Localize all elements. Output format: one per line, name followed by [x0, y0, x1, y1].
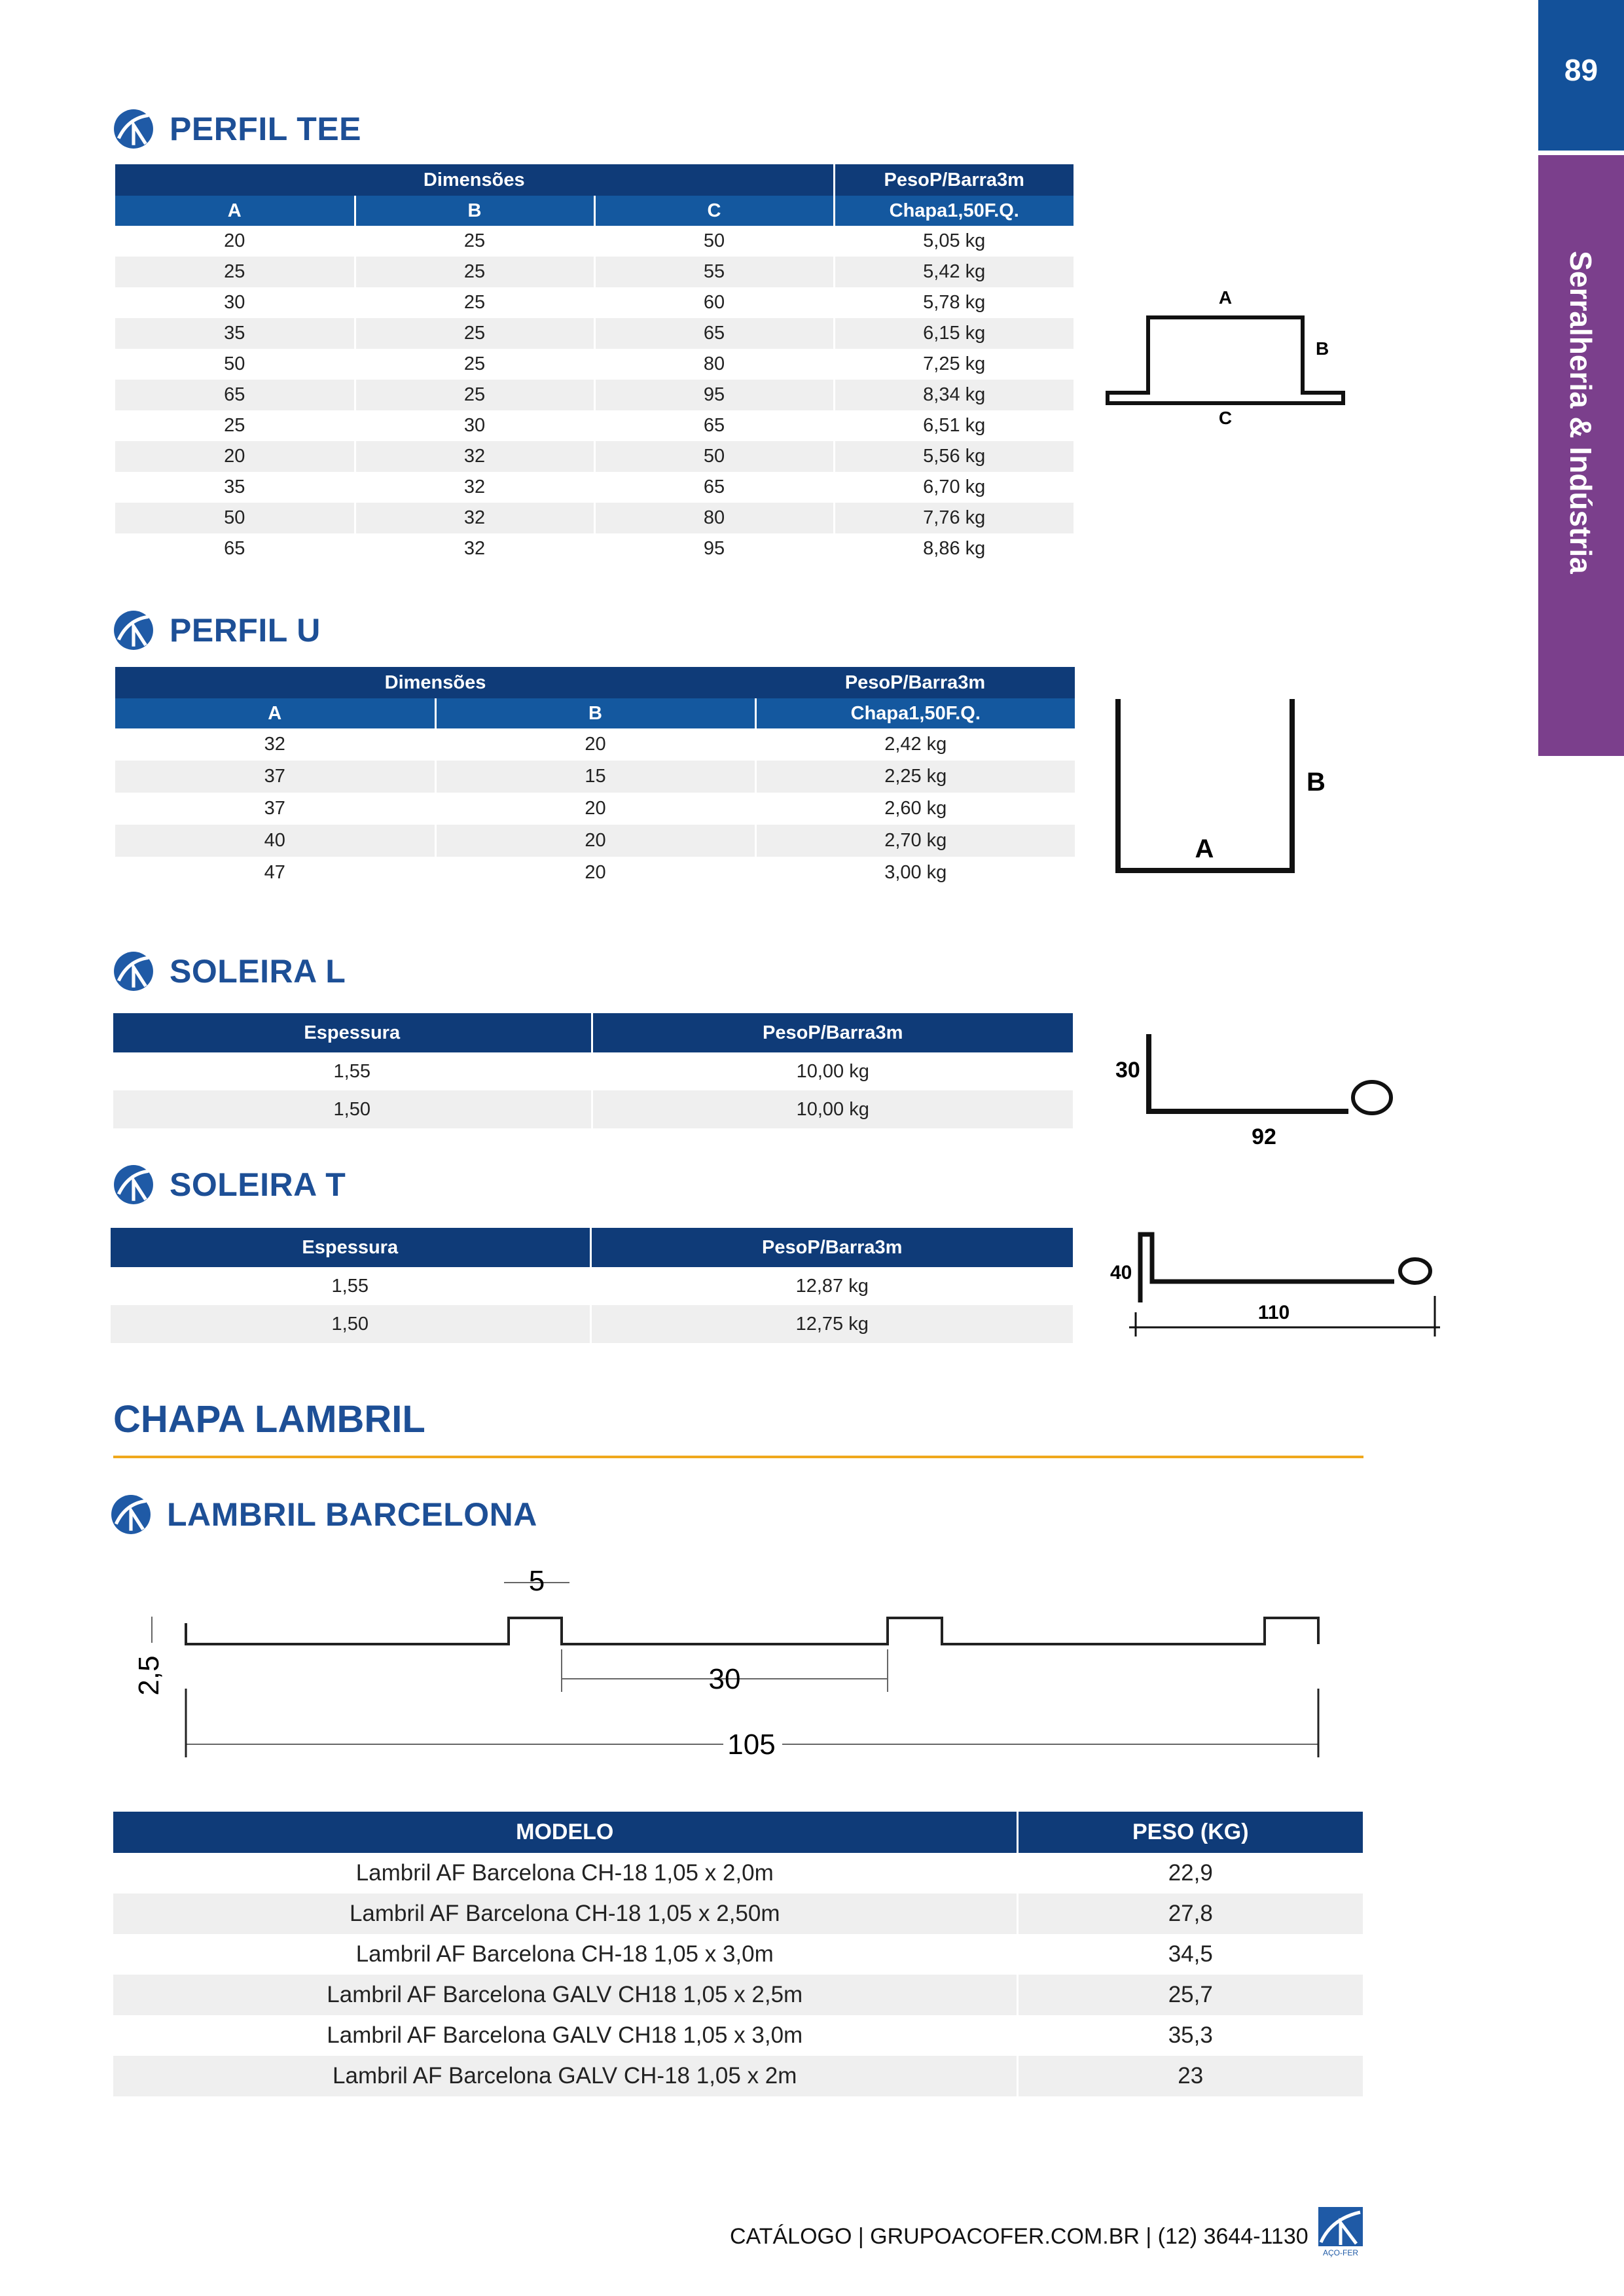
table-row	[115, 349, 1074, 380]
table-row	[115, 472, 1074, 503]
table-row	[115, 410, 1074, 441]
table-cell: Lambril AF Barcelona CH-18 1,05 x 2,0m	[113, 1853, 1017, 1893]
table-row	[113, 1052, 1073, 1090]
table-cell: 37	[115, 761, 435, 793]
col-header-modelo: MODELO	[113, 1812, 1017, 1853]
col-header-peso: PesoP/Barra3m	[592, 1013, 1073, 1052]
table-cell: 25	[355, 257, 594, 287]
table-cell: Lambril AF Barcelona GALV CH18 1,05 x 2,5m	[113, 1975, 1017, 2015]
table-row	[115, 226, 1074, 257]
table-row	[115, 857, 1075, 889]
table-cell: 20	[435, 857, 755, 889]
dim-label-height: 40	[1110, 1262, 1132, 1283]
table-row	[111, 1267, 1073, 1305]
table-cell: 34,5	[1017, 1934, 1363, 1975]
table-cell: 65	[115, 533, 355, 564]
table-cell: Lambril AF Barcelona CH-18 1,05 x 2,50m	[113, 1893, 1017, 1934]
dim-label-b: B	[1307, 768, 1326, 797]
table-cell: 2,25 kg	[755, 761, 1075, 793]
table-cell: 30	[355, 410, 594, 441]
table-cell: 5,05 kg	[834, 226, 1074, 257]
table-cell: 5,42 kg	[834, 257, 1074, 287]
table-row	[115, 287, 1074, 318]
section-title-perfil-tee: PERFIL TEE	[113, 109, 361, 149]
perfil-tee-diagram	[1100, 281, 1355, 425]
table-cell: 12,75 kg	[590, 1305, 1073, 1343]
table-row	[115, 728, 1075, 761]
table-cell: 6,51 kg	[834, 410, 1074, 441]
table-cell: 2,70 kg	[755, 825, 1075, 857]
footer-logo-text: AÇO-FER	[1323, 2248, 1358, 2257]
table-cell: 95	[594, 380, 834, 410]
table-cell: 25	[355, 226, 594, 257]
footer-logo-icon	[1317, 2206, 1364, 2258]
dim-label-height: 30	[1115, 1058, 1140, 1083]
dim-label-a: A	[1195, 834, 1214, 863]
table-cell: 25	[355, 287, 594, 318]
table-cell: 35	[115, 318, 355, 349]
soleira-t-table	[111, 1228, 1073, 1343]
table-row	[113, 1853, 1363, 1893]
col-header-espessura: Espessura	[111, 1228, 590, 1267]
side-tab-label: Serralheria & Indústria	[1564, 251, 1598, 574]
table-cell: 5,56 kg	[834, 441, 1074, 472]
table-cell: 1,55	[113, 1052, 592, 1090]
table-cell: 2,42 kg	[755, 728, 1075, 761]
table-cell: 65	[594, 472, 834, 503]
header-peso: PesoP/Barra3m	[755, 667, 1075, 698]
table-cell: 5,78 kg	[834, 287, 1074, 318]
table-cell: 60	[594, 287, 834, 318]
header-peso: PesoP/Barra3m	[834, 164, 1074, 196]
table-row	[115, 533, 1074, 564]
table-cell: 32	[355, 472, 594, 503]
table-cell: 25	[115, 410, 355, 441]
table-cell: 1,50	[111, 1305, 590, 1343]
table-row	[115, 318, 1074, 349]
table-cell: 65	[115, 380, 355, 410]
header-dimensoes: Dimensões	[115, 667, 755, 698]
col-header-b: B	[355, 196, 594, 226]
table-row	[111, 1305, 1073, 1343]
table-cell: 25	[355, 380, 594, 410]
dim-label-width: 105	[727, 1729, 776, 1761]
lambril-barcelona-table	[113, 1812, 1363, 2096]
table-row	[115, 825, 1075, 857]
soleira-t-diagram	[1106, 1224, 1460, 1342]
table-cell: 10,00 kg	[592, 1052, 1073, 1090]
page-number: 89	[1538, 0, 1624, 151]
table-cell: Lambril AF Barcelona GALV CH18 1,05 x 3,0m	[113, 2015, 1017, 2056]
table-cell: 2,60 kg	[755, 793, 1075, 825]
heading-chapa-lambril: CHAPA LAMBRIL	[113, 1398, 425, 1441]
section-side-tab	[1538, 155, 1624, 756]
col-header-peso: PESO (KG)	[1017, 1812, 1363, 1853]
table-row	[113, 2056, 1363, 2096]
table-row	[115, 761, 1075, 793]
section-divider	[113, 1456, 1363, 1458]
table-cell: 37	[115, 793, 435, 825]
perfil-u-diagram	[1106, 694, 1342, 884]
table-cell: 20	[435, 728, 755, 761]
table-cell: 1,55	[111, 1267, 590, 1305]
dim-label-length: 92	[1252, 1124, 1276, 1149]
col-header-peso: PesoP/Barra3m	[590, 1228, 1073, 1267]
table-cell: 32	[115, 728, 435, 761]
table-cell: 50	[594, 441, 834, 472]
section-title-soleira-l: SOLEIRA L	[113, 951, 346, 992]
table-cell: 47	[115, 857, 435, 889]
table-cell: 3,00 kg	[755, 857, 1075, 889]
table-cell: 32	[355, 533, 594, 564]
table-row	[115, 380, 1074, 410]
col-header-a: A	[115, 698, 435, 728]
table-cell: 20	[115, 441, 355, 472]
table-cell: 6,70 kg	[834, 472, 1074, 503]
company-logo-icon	[113, 109, 154, 149]
table-cell: 25,7	[1017, 1975, 1363, 2015]
table-cell: 40	[115, 825, 435, 857]
dim-label-a: A	[1218, 287, 1233, 308]
table-cell: 15	[435, 761, 755, 793]
table-cell: Lambril AF Barcelona GALV CH-18 1,05 x 2m	[113, 2056, 1017, 2096]
table-cell: Lambril AF Barcelona CH-18 1,05 x 3,0m	[113, 1934, 1017, 1975]
dim-label-b: B	[1316, 338, 1329, 359]
table-cell: 7,76 kg	[834, 503, 1074, 533]
table-row	[115, 257, 1074, 287]
table-cell: 8,34 kg	[834, 380, 1074, 410]
col-header-b: B	[435, 698, 755, 728]
table-cell: 95	[594, 533, 834, 564]
table-row	[113, 1975, 1363, 2015]
perfil-tee-table	[115, 164, 1074, 564]
table-cell: 50	[594, 226, 834, 257]
table-cell: 23	[1017, 2056, 1363, 2096]
table-cell: 50	[115, 503, 355, 533]
table-cell: 20	[115, 226, 355, 257]
table-cell: 22,9	[1017, 1853, 1363, 1893]
table-cell: 7,25 kg	[834, 349, 1074, 380]
table-cell: 8,86 kg	[834, 533, 1074, 564]
table-row	[113, 1934, 1363, 1975]
section-title-lambril-barcelona: LAMBRIL BARCELONA	[111, 1494, 537, 1535]
table-cell: 25	[355, 349, 594, 380]
soleira-l-table	[113, 1013, 1073, 1128]
table-row	[113, 2015, 1363, 2056]
table-row	[113, 1090, 1073, 1128]
lambril-barcelona-diagram	[118, 1551, 1348, 1767]
table-row	[115, 793, 1075, 825]
table-cell: 50	[115, 349, 355, 380]
table-cell: 32	[355, 441, 594, 472]
company-logo-icon	[113, 951, 154, 992]
table-cell: 12,87 kg	[590, 1267, 1073, 1305]
table-cell: 65	[594, 318, 834, 349]
col-header-a: A	[115, 196, 355, 226]
table-cell: 35	[115, 472, 355, 503]
table-row	[115, 503, 1074, 533]
table-cell: 35,3	[1017, 2015, 1363, 2056]
section-title-perfil-u: PERFIL U	[113, 610, 321, 651]
table-cell: 55	[594, 257, 834, 287]
table-cell: 65	[594, 410, 834, 441]
dim-label-length: 110	[1257, 1302, 1290, 1323]
table-row	[113, 1893, 1363, 1934]
col-header-espessura: Espessura	[113, 1013, 592, 1052]
dim-label-height: 2,5	[133, 1655, 165, 1696]
table-cell: 80	[594, 349, 834, 380]
table-row	[115, 441, 1074, 472]
company-logo-icon	[113, 610, 154, 651]
company-logo-icon	[111, 1494, 151, 1535]
dim-label-pitch: 30	[708, 1663, 741, 1695]
table-cell: 20	[435, 825, 755, 857]
table-cell: 25	[115, 257, 355, 287]
table-cell: 10,00 kg	[592, 1090, 1073, 1128]
soleira-l-diagram	[1106, 1028, 1407, 1152]
col-header-chapa: Chapa1,50F.Q.	[755, 698, 1075, 728]
section-title-soleira-t: SOLEIRA T	[113, 1164, 346, 1205]
table-cell: 27,8	[1017, 1893, 1363, 1934]
table-cell: 32	[355, 503, 594, 533]
dim-label-c: C	[1218, 408, 1233, 425]
table-cell: 20	[435, 793, 755, 825]
col-header-c: C	[594, 196, 834, 226]
col-header-chapa: Chapa1,50F.Q.	[834, 196, 1074, 226]
table-cell: 1,50	[113, 1090, 592, 1128]
table-cell: 30	[115, 287, 355, 318]
table-cell: 6,15 kg	[834, 318, 1074, 349]
company-logo-icon	[113, 1164, 154, 1205]
perfil-u-table	[115, 667, 1075, 889]
table-cell: 25	[355, 318, 594, 349]
footer-text: CATÁLOGO | GRUPOACOFER.COM.BR | (12) 3644-1130	[730, 2224, 1308, 2249]
header-dimensoes: Dimensões	[115, 164, 834, 196]
dim-label-rib: 5	[528, 1565, 545, 1597]
table-cell: 80	[594, 503, 834, 533]
